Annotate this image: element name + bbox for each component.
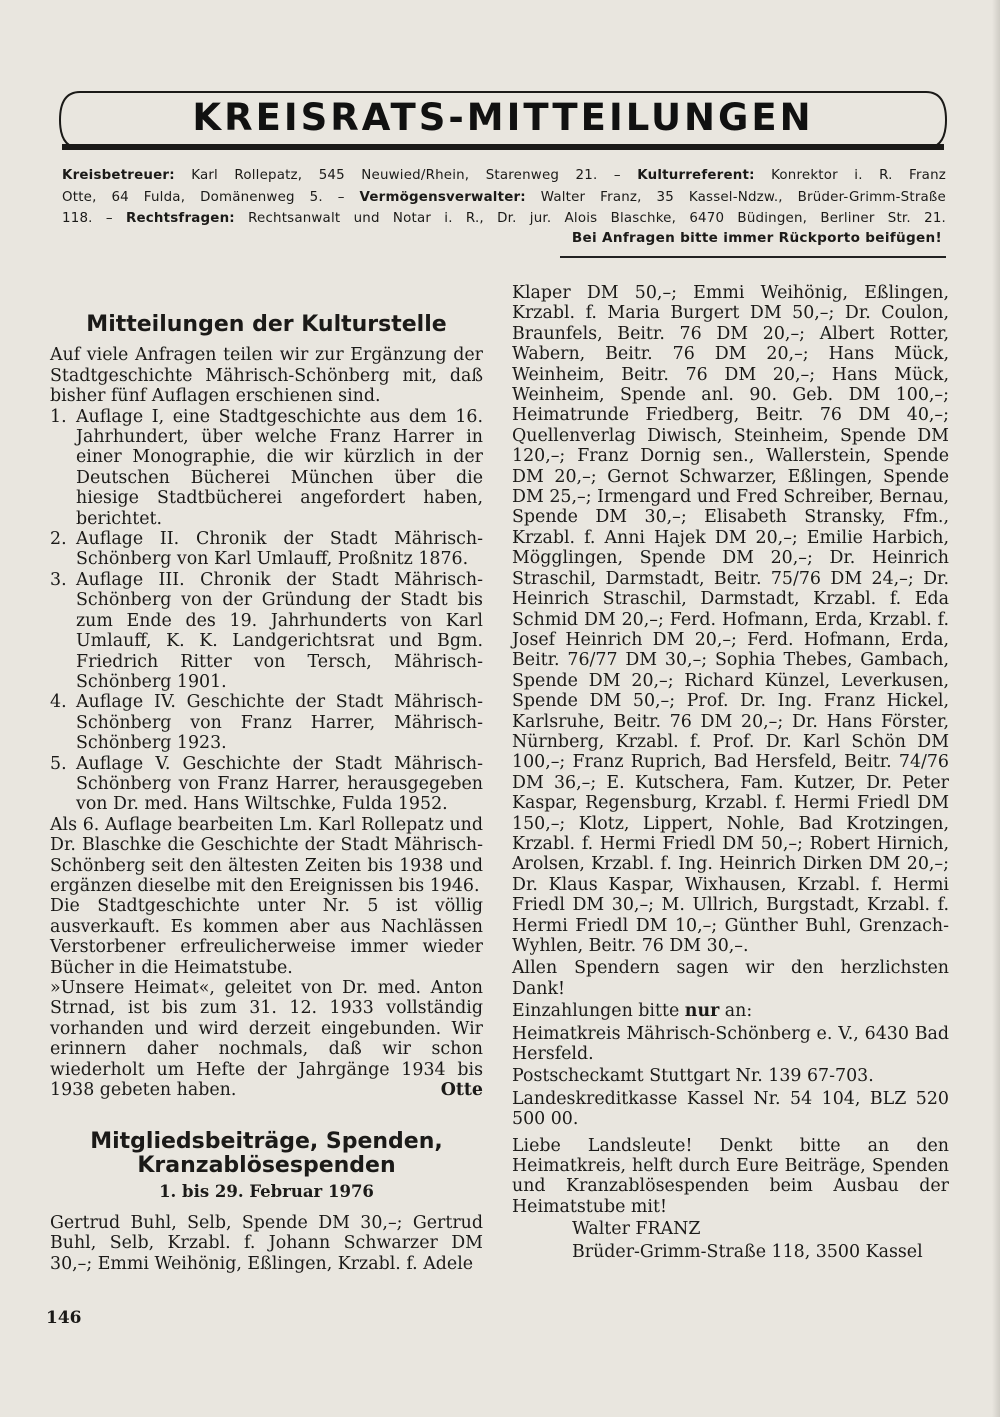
- officials-block: [62, 165, 946, 230]
- sixth-edition-paragraph: Als 6. Auflage bearbeiten Lm. Karl Rollepatz und Dr. Blaschke die Geschichte der Stadt Mährisch-Schönberg seit den ältesten Zeiten bis 1938 und ergänzen dieselbe mit den Ereignissen bis 1946.: [50, 814, 483, 896]
- kulturstelle-heading: Mitteilungen der Kulturstelle: [86, 312, 447, 337]
- list-item-text: Auflage II. Chronik der Stadt Mährisch-Schönberg von Karl Umlauff, Proßnitz 1876.: [76, 529, 483, 570]
- list-item: [50, 754, 483, 815]
- list-item-number: 1.: [50, 406, 67, 427]
- list-item-text: Auflage I, eine Stadtgeschichte aus dem 16. Jahrhundert, über welche Franz Harrer in einer Monographie, die wir kürzlich in der Deutschen Bücherei München über die hiesige Stadtbücherei angefordert haben, berichtet.: [76, 406, 483, 529]
- list-item-text: Auflage III. Chronik der Stadt Mährisch-Schönberg von der Gründung der Stadt bis zum Ende des 19. Jahrhunderts von Karl Umlauff, K. K. Landgerichtsrat und Bgm. Friedrich Ritter von Tersch, Mährisch-Schönberg 1901.: [76, 569, 483, 692]
- page-number: 146: [46, 1308, 82, 1328]
- kulturreferent-text: Konrektor i. R. Franz: [754, 168, 946, 183]
- officials-line-2: [62, 187, 946, 209]
- banner-title: KREISRATS-MITTEILUNGEN: [192, 96, 814, 139]
- author-signature: Otte: [440, 1080, 483, 1101]
- list-item: [50, 570, 483, 692]
- payment-account-3: Landeskreditkasse Kassel Nr. 54 104, BLZ 520 500 00.: [512, 1088, 949, 1130]
- vermoegensverwalter-address-end: 118. –: [62, 211, 126, 226]
- payment-account-1: Heimatkreis Mährisch-Schönberg e. V., 6430 Bad Hersfeld.: [512, 1023, 949, 1065]
- payment-account-2: Postscheckamt Stuttgart Nr. 139 67-703.: [512, 1066, 874, 1087]
- left-column: [50, 312, 483, 1274]
- appeal-paragraph: Liebe Landsleute! Denkt bitte an den Heimatkreis, helft durch Eure Beiträge, Spenden und Kranzablösespenden beim Ausbau der Heimatstube mit!: [512, 1135, 949, 1217]
- period-subheading: 1. bis 29. Februar 1976: [159, 1182, 374, 1202]
- officials-line-1: [62, 165, 946, 187]
- section-banner: [58, 90, 948, 152]
- heimat-text: »Unsere Heimat«, geleitet von Dr. med. Anton Strnad, ist bis zum 31. 12. 1933 vollständig vorhanden und wird derzeit eingebunden. Wir erinnern daher nochmals, daß wir schon wiederholt um Hefte der Jahrgänge 1934 bis 1938 gebeten haben.: [50, 978, 483, 1101]
- beitraege-heading: [50, 1130, 483, 1178]
- rechtsfragen-text: Rechtsanwalt und Notar i. R., Dr. jur. Alois Blaschke, 6470 Büdingen, Berliner Str. 21.: [234, 211, 946, 226]
- signature-name: Walter FRANZ: [572, 1219, 701, 1240]
- label-kulturreferent: Kulturreferent:: [637, 168, 755, 183]
- label-vermoegensverwalter: Vermögensverwalter:: [359, 189, 526, 205]
- list-item-number: 3.: [50, 569, 67, 590]
- list-item-number: 2.: [50, 529, 67, 550]
- label-rechtsfragen: Rechtsfragen:: [126, 211, 235, 226]
- list-item-number: 5.: [50, 753, 67, 774]
- return-postage-notice: Bei Anfragen bitte immer Rückporto beifügen!: [571, 230, 942, 246]
- beitraege-heading-line-2: Kranzablösespenden: [137, 1153, 396, 1179]
- signature-address: Brüder-Grimm-Straße 118, 3500 Kassel: [572, 1241, 923, 1262]
- sold-out-paragraph: Die Stadtgeschichte unter Nr. 5 ist völlig ausverkauft. Es kommen aber aus Nachlässen Verstorbener erfreulicherweise immer wieder Bücher in die Heimatstube.: [50, 896, 483, 978]
- list-item: [50, 692, 483, 753]
- notice-rule: [560, 256, 946, 258]
- list-item-number: 4.: [50, 692, 67, 713]
- label-kreisbetreuer: Kreisbetreuer:: [62, 168, 175, 183]
- vermoegensverwalter-text: Walter Franz, 35 Kassel-Ndzw., Brüder-Grimm-Straße: [525, 189, 946, 205]
- donations-text-left: Gertrud Buhl, Selb, Spende DM 30,–; Gertrud Buhl, Selb, Krzabl. f. Johann Schwarzer DM 30,–; Emmi Weihönig, Eßlingen, Krzabl. f. Adele: [50, 1212, 483, 1274]
- list-item-text: Auflage V. Geschichte der Stadt Mährisch-Schönberg von Franz Harrer, herausgegeben von Dr. med. Hans Wiltschke, Fulda 1952.: [76, 753, 483, 815]
- officials-line-3: [62, 208, 946, 230]
- kulturstelle-intro: Auf viele Anfragen teilen wir zur Ergänzung der Stadtgeschichte Mährisch-Schönberg mit, daß bisher fünf Auflagen erschienen sind.: [50, 345, 483, 407]
- kreisbetreuer-text: Karl Rollepatz, 545 Neuwied/Rhein, Starenweg 21. –: [174, 168, 638, 183]
- thanks-paragraph: Allen Spendern sagen wir den herzlichsten Dank!: [512, 958, 949, 999]
- right-column: [512, 283, 949, 1262]
- kulturreferent-address: Otte, 64 Fulda, Domänenweg 5. –: [62, 189, 360, 205]
- list-item: [50, 407, 483, 529]
- list-item-text: Auflage IV. Geschichte der Stadt Mährisch-Schönberg von Franz Harrer, Mährisch-Schönberg 1923.: [76, 692, 483, 754]
- page-edge: [992, 0, 1000, 1417]
- list-item: [50, 529, 483, 570]
- beitraege-heading-line-1: Mitgliedsbeiträge, Spenden,: [90, 1129, 443, 1155]
- payment-suffix: an:: [719, 1001, 753, 1022]
- heimat-paragraph: [50, 978, 483, 1100]
- payment-emphasis: nur: [684, 1001, 720, 1022]
- donations-text-right: Klaper DM 50,–; Emmi Weihönig, Eßlingen, Krzabl. f. Maria Burgert DM 50,–; Dr. Coulon, Braunfels, Beitr. 76 DM 20,–; Albert Rotter, Wabern, Beitr. 76 DM 20,–; Hans Mück, Weinheim, Beitr. 76 DM 20,–; Hans Mück, Weinheim, Spende anl. 90. Geb. DM 100,–; Heimatrunde Friedberg, Beitr. 76 DM 40,–; Quellenverlag Diwisch, Steinheim, Spende DM 120,–; Franz Dornig sen., Wallerstein, Spende DM 20,–; Gernot Schwarzer, Eßlingen, Spende DM 25,–; Irmengard und Fred Schreiber, Bernau, Spende DM 30,–; Elisabeth Stransky, Ffm., Krzabl. f. Anni Hajek DM 20,–; Emilie Harbich, Mögglingen, Spende DM 20,–; Dr. Heinrich Straschil, Darmstadt, Beitr. 75/76 DM 24,–; Dr. Heinrich Straschil, Darmstadt, Krzabl. f. Eda Schmid DM 20,–; Ferd. Hofmann, Erda, Krzabl. f. Josef Heinrich DM 20,–; Ferd. Hofmann, Erda, Beitr. 76/77 DM 30,–; Sophia Thebes, Gambach, Spende DM 20,–; Richard Künzel, Leverkusen, Spende DM 50,–; Prof. Dr. Ing. Franz Hickel, Karlsruhe, Beitr. 76 DM 20,–; Dr. Hans Förster, Nürnberg, Krzabl. f. Prof. Dr. Karl Schön DM 100,–; Franz Ruprich, Bad Hersfeld, Beitr. 74/76 DM 36,–; E. Kutschera, Fam. Kutzer, Dr. Peter Kaspar, Regensburg, Krzabl. f. Hermi Friedl DM 150,–; Klotz, Lippert, Nohle, Bad Krotzingen, Krzabl. f. Hermi Friedl DM 50,–; Robert Hirnich, Arolsen, Krzabl. f. Ing. Heinrich Dirken DM 20,–; Dr. Klaus Kaspar, Wixhausen, Krzabl. f. Hermi Friedl DM 30,–; M. Ullrich, Burgstadt, Krzabl. f. Hermi Friedl DM 10,–; Günther Buhl, Grenzach-Wyhlen, Beitr. 76 DM 30,–.: [512, 283, 949, 956]
- payment-instructions: [512, 1001, 949, 1021]
- editions-list: [50, 407, 483, 815]
- payment-prefix: Einzahlungen bitte: [512, 1001, 685, 1022]
